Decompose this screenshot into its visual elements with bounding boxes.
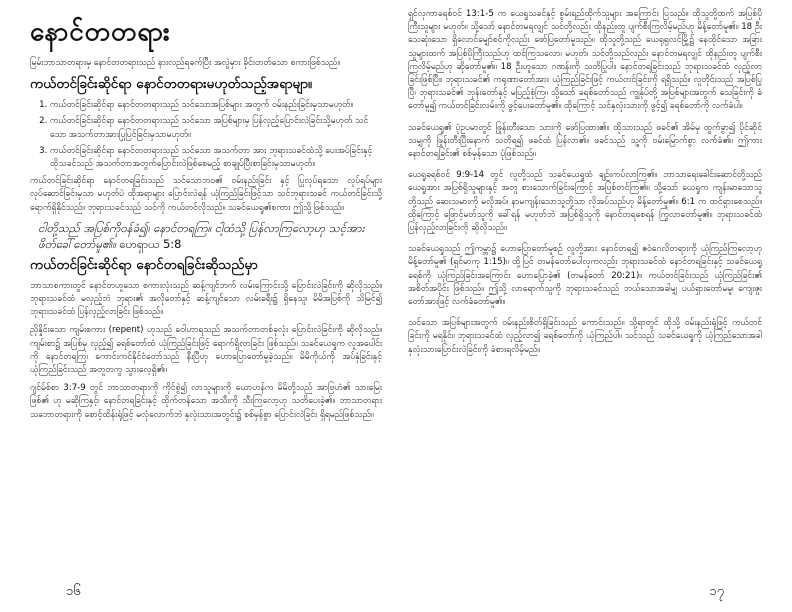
list-item: 3. ကယ်တင်ခြင်းဆိုင်ရာ နောင်တတရားသည် သင်သော အသက်တာ အား ဘုရားသခင်ထံသို့ ပေးအပ်ခြင်းနှင့် ထိုသခင်သည် အသက်တာအတွက်ပြောင်းလဲဖြစ်စေမည့် စာချုပ်ပြီးစာခြင်းမှသာမဟုတ်။ xyxy=(50,145,382,171)
page-number-right: ၁၇ xyxy=(709,584,724,599)
page-title: နောင်တတရား xyxy=(30,17,171,47)
body-paragraph: ယေရှုခရစ်ဝင် 9:9-14 တွင် လူတို့သည် သခင်ယေရှုထံ ချဉ်းကပ်လာကြ၏။ ဘာသာရေးခေါင်းဆောင်တို့သည် ယေရှုအား အပြစ်ရှိသူများနှင့် အတူ စားသောက်ခြင်းကြောင့် အပြစ်တင်ကြ၏။ သို့သော် ယေရှုက ကျန်းမာသောသူတို့သည် ဆေးသမားကို မလိုအပ်၊ နာမကျန်းသောသူတို့သာ လိုအပ်သည်ဟု မိန့်တော်မူ၏။ 6:1 က ထင်ရှားစေသည်။ ထိုကြောင့် ဖြောင့်မတ်သူကို ခေါ်ရန် မဟုတ်ဘဲ အပြစ်ရှိသူကို နောင်တရစေရန် ကြွလာတော်မူ၏။ ဘုရားသခင်ထံ ပြန်လှည့်လာခြင်းကို ဆိုလိုသည်။ xyxy=(408,170,762,234)
body-paragraph: သခင်ယေရှု၏ ပုံဥပမာတွင် ဖြုန်းတီးသော သားကို ဖော်ပြထား၏။ ထိုသားသည် ဖခင်၏ အိမ်မှ ထွက်ခွာ၍ ပိုင်ဆိုင်သမျှကို ဖြုန်းတီးပြီးနောက် သတိရ၍ ဖခင်ထံ ပြန်လာ၏။ ဖခင်သည် သူ့ကို ဝမ်းမြောက်စွာ လက်ခံ၏။ ဤကား နောင်တရခြင်း၏ စစ်မှန်သော ပုံဖြစ်သည်။ xyxy=(408,122,762,160)
list-item: 2. ကယ်တင်ခြင်းဆိုင်ရာ နောင်တတရားသည် သင်သော အပြစ်များမှ ပြန်လှည့်ပြောင်းလဲခြင်းသို့မဟုတ် သင်သော အသက်တာအားပြုပြင်ခြင်းမှသာမဟုတ်။ xyxy=(50,115,382,141)
body-paragraph: သင်သော အပြစ်များအတွက် ဝမ်းနည်းစိတ်ရှိခြင်းသည် ကောင်းသည်။ သို့ရာတွင် ထိုသို့ ဝမ်းနည်းရုံဖြင့် ကယ်တင်ခြင်းကို မရနိုင်။ ဘုရားသခင်ထံ လှည့်လာ၍ ခရစ်တော်ကို ယုံကြည်ပါ။ သင်သည် သခင်ယေရှုကို ယုံကြည်သောအခါ နှလုံးသားပြောင်းလဲခြင်းကို ခံစားရလိမ့်မည်။ xyxy=(408,318,762,355)
section-heading-not-repentance: ကယ်တင်ခြင်းဆိုင်ရာ နောင်တတရားမဟုတ်သည့်အရာမျာ။ xyxy=(30,76,312,93)
scripture-quote xyxy=(38,220,382,252)
section-heading-repentance: ကယ်တင်ခြင်းဆိုင်ရာ နောင်တရခြင်းဆိုသည်မှာ xyxy=(30,256,258,273)
body-paragraph: ကယ်တင်ခြင်းဆိုင်ရာ နောင်တရခြင်းသည် သင်သောဘဝ၏ ဝမ်းနည်းခြင်း နှင့် ပြုလုပ်ရသော လုပ်ရပ်များ လုပ်ဆောင်ခြင်းမှသာ မဟုတ်ပဲ ထိုအရာများ ပြောင်းလဲရန် ယုံကြည်ခြင်းဖြင့်သာ သင်ဘုရားသခင် ကယ်တင်ခြင်းသို့ ရောက်ရှိနိုင်သည်။ ဘုရားသခင်သည် သင်ကို ကယ်တင်လိုသည်။ သခင်ယေရှု၏စကား ဤသို့ဖြစ်သည်။ xyxy=(30,176,382,213)
intro-paragraph: မြမ်းဘာသာတရားမှ နောင်တတရားသည် နားလည်ရခက်ပြီး အလွဲမှား ခိုင်းတတ်သော စကားဖြစ်သည်။ xyxy=(30,58,340,68)
body-paragraph: ညှိနှိုင်းသော ကျမ်းစကား (repent) ဟုသည် ဝေါဟာရသည် အသက်တာတစ်ခုလုံး ပြောင်းလဲခြင်းကို ဆိုလိုသည်။ ကျမ်းစာ၌ အပြစ်မှ လှည့်၍ ခရစ်တော်ထံ ယုံကြည်ခြင်းဖြင့် ရောက်ရှိလာခြင်း ဖြစ်သည်။ သခင်ယေရှုက လူအပေါင်းကို နောင်တရကြ၊ ကောင်းကင်နိုင်ငံတော်သည် နီးပြီဟု ဟောပြောတော်မူခဲ့သည်။ မိမိကိုယ်ကို အပ်နှံခြင်းနှင့် ယုံကြည်ခြင်းသည် အတူတကွ သွားလေ့ရှိ၏။ xyxy=(30,325,382,376)
list-item: 1. ကယ်တင်ခြင်းဆိုင်ရာ နောင်တတရားသည် သင်သောအပြစ်များ အတွက် ဝမ်းနည်းခြင်းမှသာမဟုတ်။ xyxy=(50,99,382,112)
body-paragraph: သခင်ယေရှုသည် ဤကမ္ဘာ၌ ဟောပြောတော်မူစဉ် လူတို့အား နောင်တရ၍ ဧဝံဂေလိတရားကို ယုံကြည်ကြလော့ဟု မိန့်တော်မူ၏ (ရှင်မာကု 1:15)။ ထို့ပြင် တမန်တော်ပေါလုကလည်း ဘုရားသခင်ထံ နောင်တရခြင်းနှင့် သခင်ယေရှုခရစ်ကို ယုံကြည်ခြင်းအကြောင်း ဟောပြောခဲ့၏ (တမန်တော် 20:21)။ ကယ်တင်ခြင်းသည် ယုံကြည်ခြင်း၏ အစိတ်အပိုင်း ဖြစ်သည်။ ဤသို့ လာရောက်သူကို ဘုရားသခင်သည် ဘယ်သောအခါမျှ ပယ်ရှားတော်မမူ၊ ကျေးဇူးတော်အားဖြင့် လက်ခံတော်မူ၏။ xyxy=(408,244,762,308)
page-number-left: ၁၆ xyxy=(66,584,81,599)
right-page xyxy=(396,0,792,612)
not-repentance-list xyxy=(30,99,382,171)
body-paragraph: ရှင်လုကာခရစ်ဝင် 13:1-5 က ယေရှုသခင်နှင့် စွမ်းရည်ထိုက်သူများ အကြောင်း ပြသည်။ ထိုသူတို့ထက် အပြစ်ပိုကြီးသူများ မဟုတ်။ သို့သော် နောင်တမရလျှင် သင်တို့လည်း ထိုနည်းတူ ပျက်စီးကြလိမ့်မည်ဟု မိန့်တော်မူ၏။ 18 ဦးသေဆုံးသော ရှိလောင်မျှော်စင်ကိုလည်း ဖော်ပြတော်မူသည်။ ထိုသူတို့သည် ယေရုရှလင်မြို့၌ နေထိုင်သော အခြားသူများထက် အပြစ်ပိုကြီးသည်ဟု ထင်ကြသလော၊ မဟုတ်၊ သင်တို့သည်လည်း နောင်တမရလျှင် ထိုနည်းတူ ပျက်စီးကြလိမ့်မည်ဟု ဆိုတော်မူ၏။ 18 ဦးဟူသော ဂဏန်းကို သတိပြုပါ။ နောင်တရခြင်းသည် ဘုရားသခင်ထံ လှည့်လာခြင်းဖြစ်ပြီး၊ ဘုရားသခင်၏ ကရုဏာတော်အား ယုံကြည်ခြင်းဖြင့် ကယ်တင်ခြင်းကို ရရှိသည်။ လူတိုင်းသည် အပြစ်ပြုပြီ၊ ဘုရားသခင်၏ ဘုန်းတော်နှင့် မပြည့်စုံကြ။ သို့သော် ခရစ်တော်သည် ကျွန်ုပ်တို့ အပြစ်များအတွက် သေခြင်းကို ခံတော်မူ၍ ကယ်တင်ခြင်းလမ်းကို ဖွင့်ပေးတော်မူ၏။ ထိုကြောင့် သင်နှလုံးသားကို ဖွင့်၍ ခရစ်တော်ကို လက်ခံပါ။ xyxy=(408,9,762,112)
body-paragraph: ဂျင်မ်စ်စာ 3:7-9 တွင် ဘာသာတရားကို ကိုင်စွဲ၍ လာသူများကို ယောဟန်က မိမိတို့သည် အာဗြဟံ၏ သားမြေးဖြစ်၏ ဟု မဆိုကြနှင့်၊ နောင်တရခြင်းနှင့် ထိုက်တန်သော အသီးကို သီးကြလော့ဟု သတိပေးခဲ့၏။ ဘာသာတရား သဘောတရားကို စောင့်ထိန်းရုံဖြင့် မလုံလောက်ဘဲ နှလုံးသားအတွင်း၌ စစ်မှန်စွာ ပြောင်းလဲခြင်း ရှိရမည်ဖြစ်သည်။ xyxy=(30,383,382,420)
body-paragraph: ဘာသာစကားတွင် နောင်တဟူသော စကားလုံးသည် ဆန့်ကျင်ဘက် လမ်းကြောင်းသို့ ပြောင်းလဲခြင်းကို ဆိုလိုသည်။ ဘုရားသခင်ထံ မလှည့်ဘဲ ဘုရား၏ အလိုတော်နှင့် ဆန့်ကျင်သော လမ်းခရီး၌ ရှိနေသူ၊ မိမိအပြစ်ကို သိမြင်၍ ဘုရားသခင်ထံ ပြန်လှည့်လာခြင်း ဖြစ်သည်။ xyxy=(30,280,382,318)
quote-text: ငါတို့သည် အပြစ်ကိုဝန်ခံ၍၊ နောင်တရကြ။ ငါ့ထံသို့ ပြန်လာကြလော့ဟု သင့်အား ဖိတ်ခေါ်တော်မူ၏။ xyxy=(38,220,365,251)
quote-reference: ဟေရှာယ 5:8 xyxy=(119,236,182,251)
